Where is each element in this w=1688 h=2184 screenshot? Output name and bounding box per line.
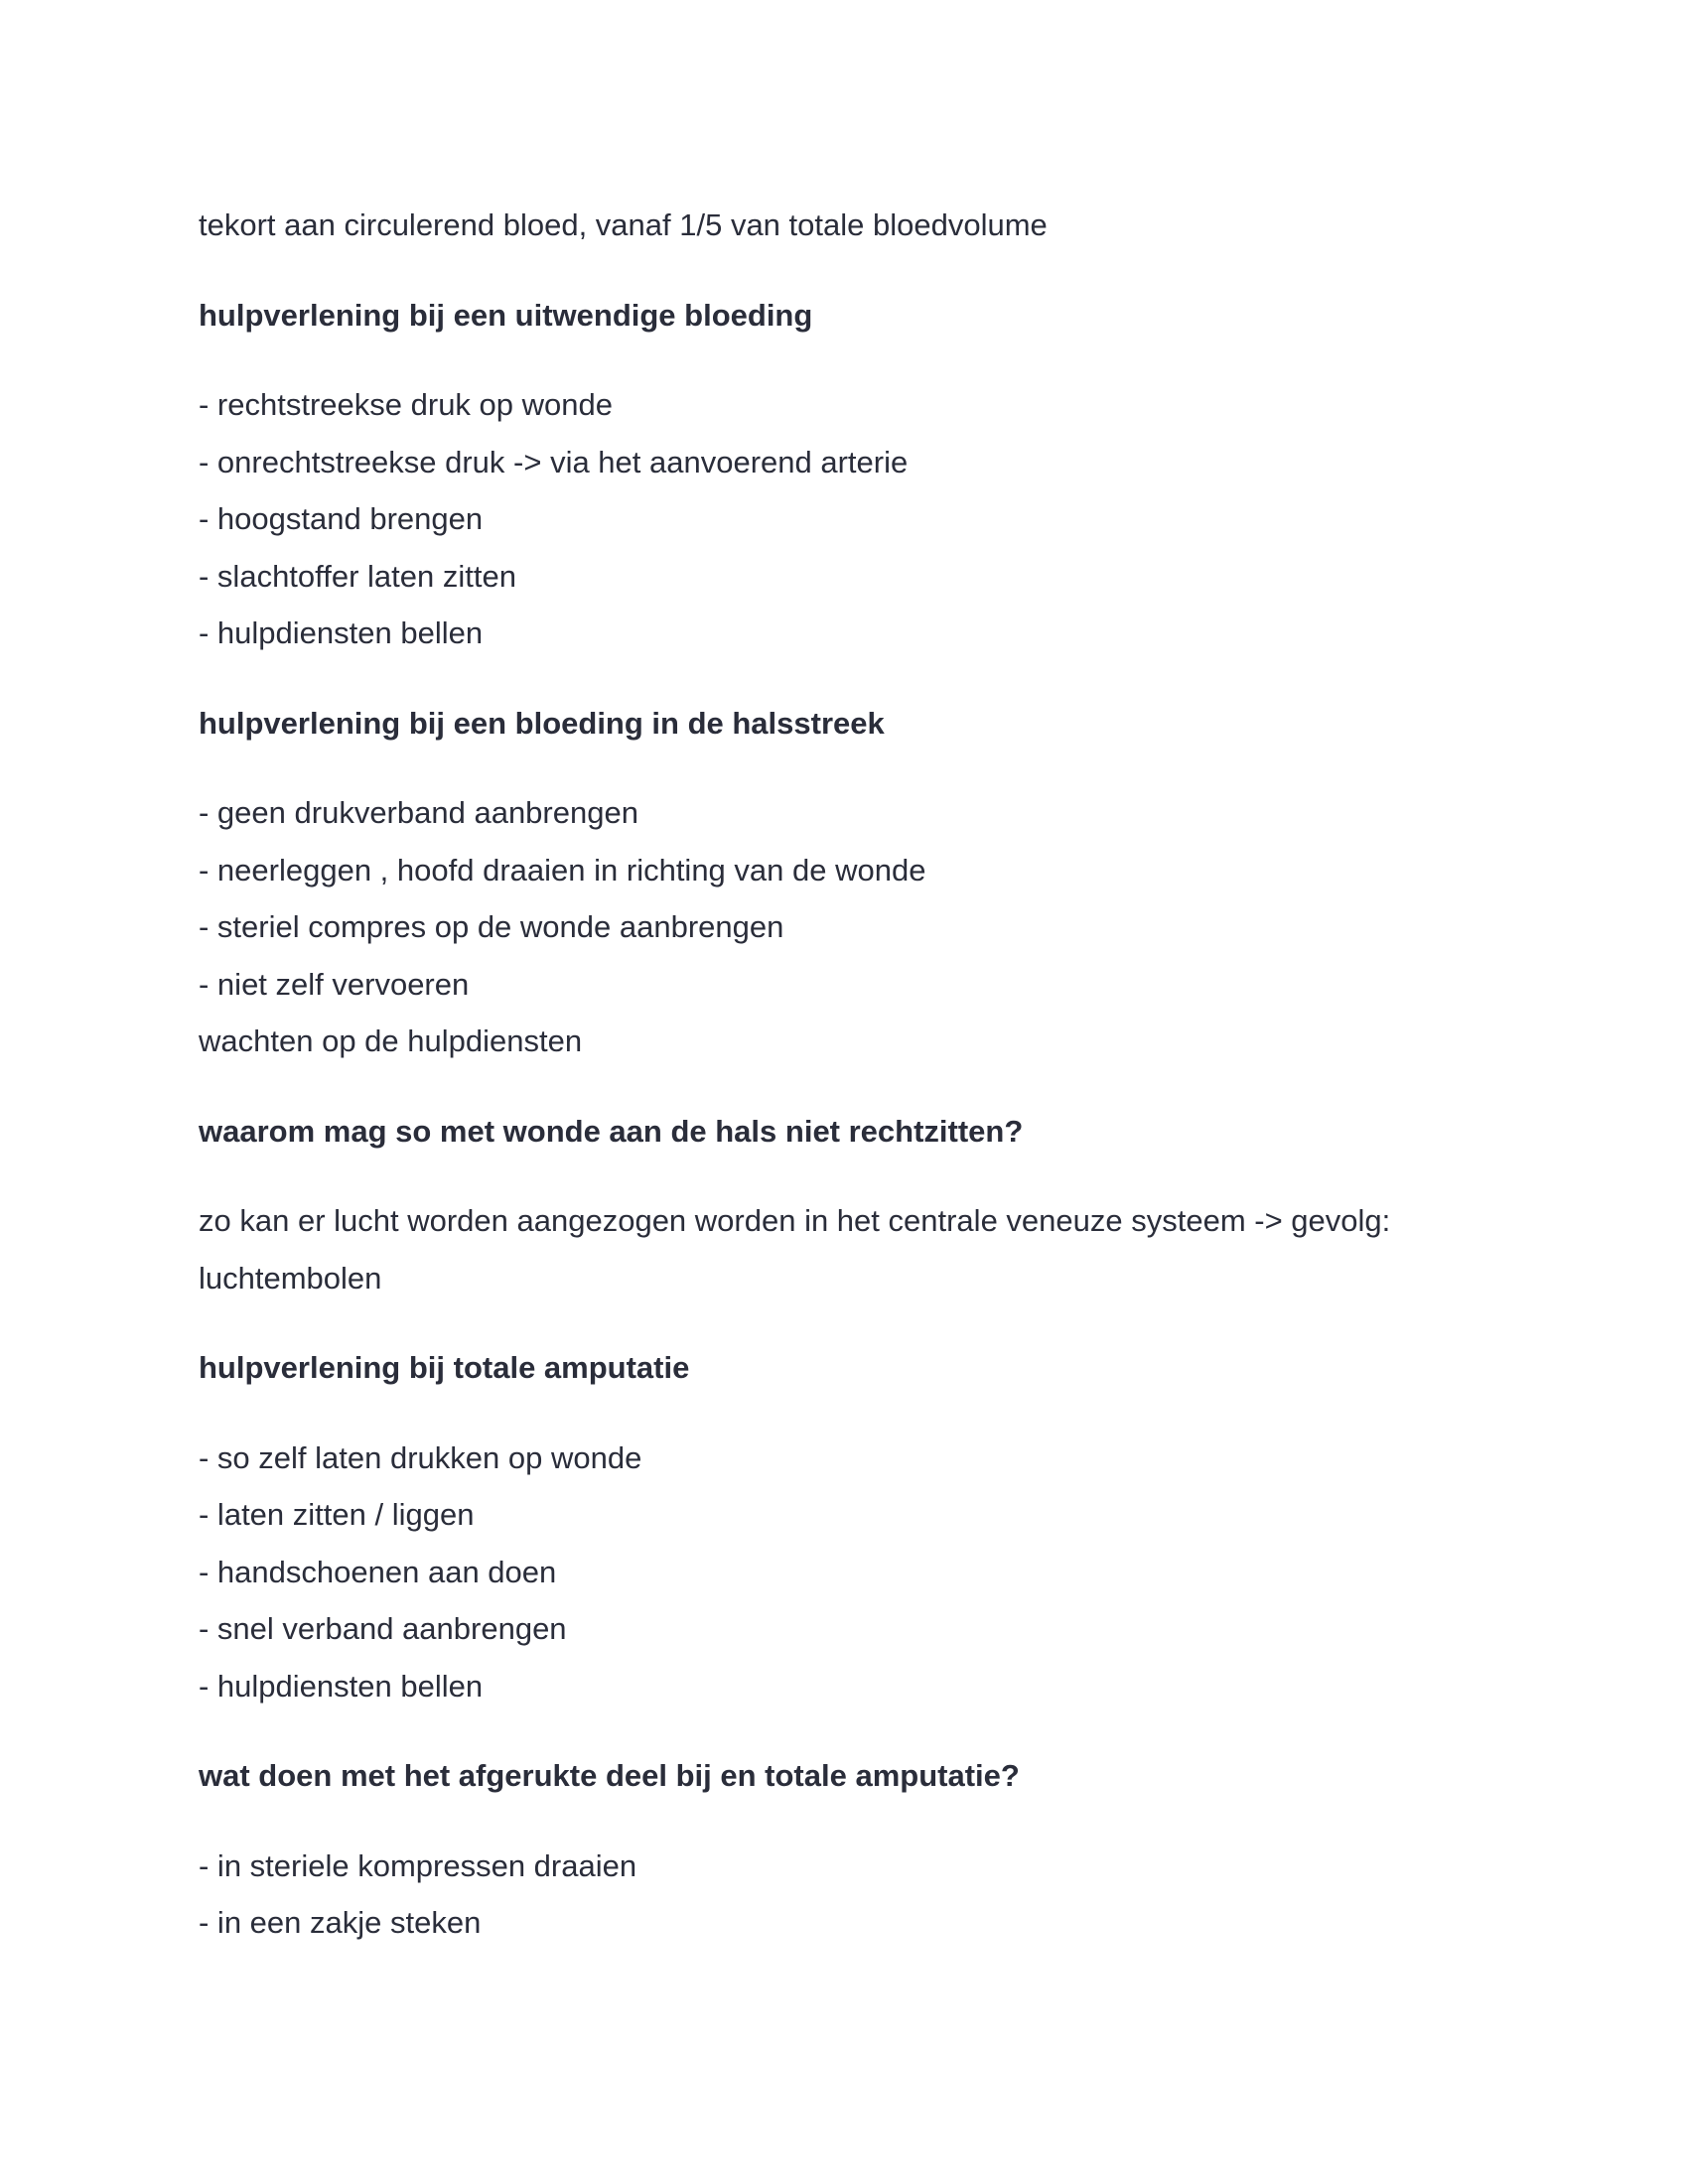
list-item: - neerleggen , hoofd draaien in richting van de wonde — [199, 852, 926, 887]
list-item: - geen drukverband aanbrengen — [199, 795, 638, 830]
list-item: - slachtoffer laten zitten — [199, 558, 516, 594]
section-heading-external-bleeding: hulpverlening bij een uitwendige bloeding — [199, 297, 813, 333]
list-item: - steriel compres op de wonde aanbrengen — [199, 909, 784, 944]
list-item: - hulpdiensten bellen — [199, 1668, 484, 1704]
list-item: - niet zelf vervoeren — [199, 966, 470, 1002]
list-item: - rechtstreekse druk op wonde — [199, 387, 613, 422]
list-item: - onrechtstreekse druk -> via het aanvoerend arterie — [199, 444, 909, 479]
list-item: - snel verband aanbrengen — [199, 1611, 567, 1646]
list-item: - laten zitten / liggen — [199, 1497, 475, 1532]
list-item: - in steriele kompressen draaien — [199, 1847, 637, 1883]
section-heading-neck-bleeding: hulpverlening bij een bloeding in de halsstreek — [199, 705, 885, 741]
list-item: - so zelf laten drukken op wonde — [199, 1439, 642, 1475]
list-item: - hulpdiensten bellen — [199, 615, 484, 650]
list-item: - handschoenen aan doen — [199, 1554, 557, 1589]
section-heading-total-amputation: hulpverlening bij totale amputatie — [199, 1350, 690, 1385]
list-item: - hoogstand brengen — [199, 501, 484, 536]
section-heading-amputated-part: wat doen met het afgerukte deel bij en totale amputatie? — [199, 1758, 1020, 1793]
intro-text: tekort aan circulerend bloed, vanaf 1/5 van totale bloedvolume — [199, 207, 1048, 242]
document-page — [199, 197, 1509, 1952]
answer-paragraph: zo kan er lucht worden aangezogen worden in het centrale veneuze systeem -> gevolg: luchtembolen — [199, 1203, 1391, 1296]
section-heading-neck-question: waarom mag so met wonde aan de hals niet rechtzitten? — [199, 1113, 1024, 1149]
list-item: wachten op de hulpdiensten — [199, 1024, 583, 1058]
list-item: - in een zakje steken — [199, 1905, 482, 1940]
